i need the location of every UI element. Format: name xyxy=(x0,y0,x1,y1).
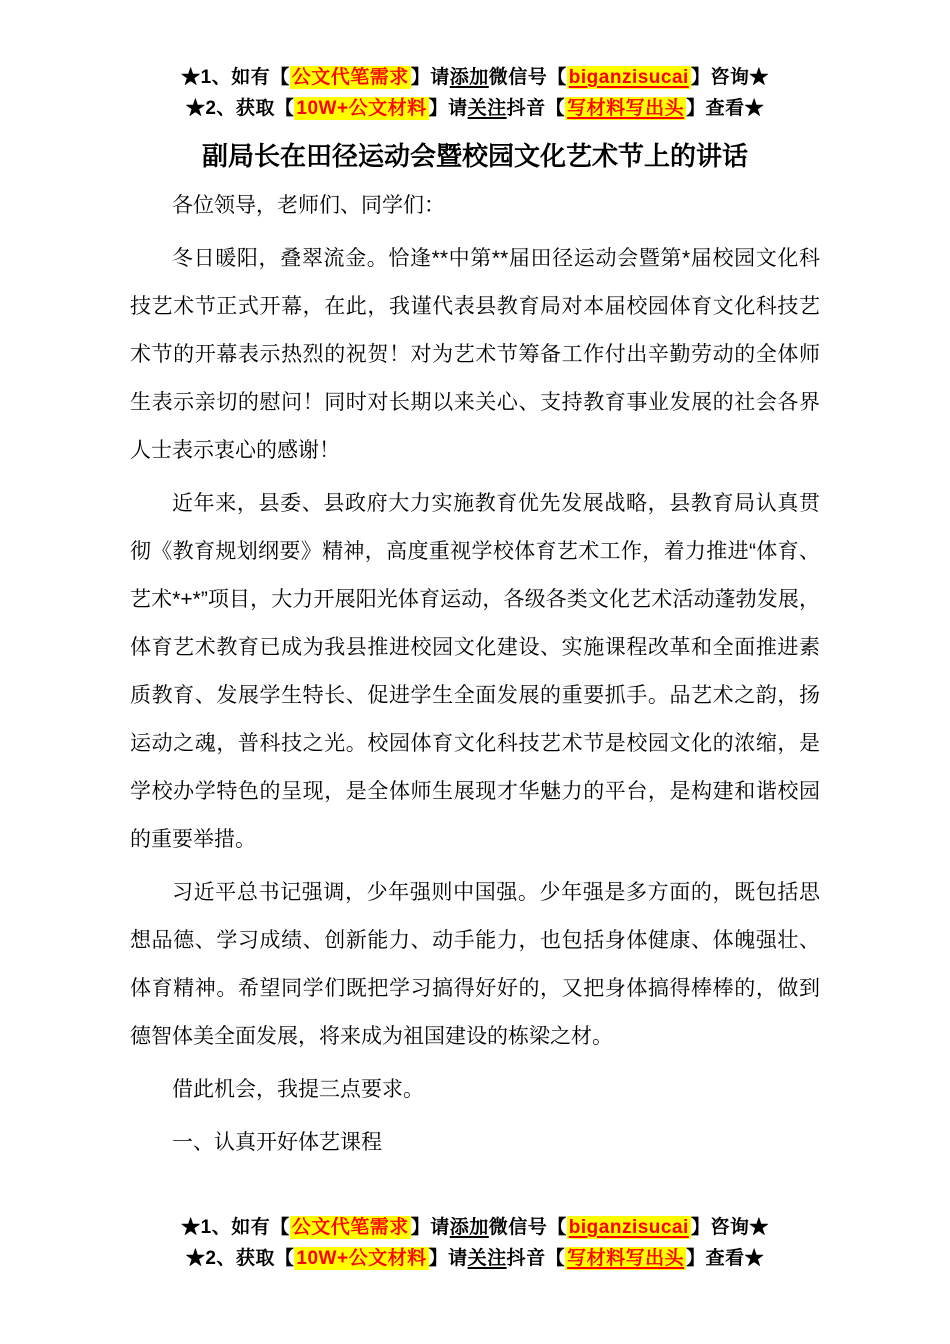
salutation: 各位领导，老师们、同学们： xyxy=(172,194,445,217)
promo-text: 】查看★ xyxy=(686,98,765,119)
promo-text: 】请 xyxy=(410,1217,450,1238)
promo-highlight-text: 10W+公文材料 xyxy=(296,98,427,119)
promo-header xyxy=(130,62,820,124)
promo-text: 微信号【 xyxy=(488,1217,567,1238)
paragraph: 借此机会，我提三点要求。 xyxy=(172,1078,424,1101)
promo-text: 抖音【 xyxy=(506,1248,566,1269)
promo-text: 】请 xyxy=(428,98,468,119)
document-title: 副局长在田径运动会暨校园文化艺术节上的讲话 xyxy=(201,141,748,171)
promo-underline-text: 关注 xyxy=(467,98,507,119)
promo-line xyxy=(130,62,820,93)
promo-line xyxy=(130,93,820,124)
promo-underline-text: 关注 xyxy=(467,1248,507,1269)
promo-text: ★2、获取【 xyxy=(185,1248,295,1269)
promo-text: ★1、如有【 xyxy=(181,67,290,88)
promo-highlight-text: 10W+公文材料 xyxy=(296,1248,427,1269)
promo-line xyxy=(0,1243,950,1274)
promo-text: 抖音【 xyxy=(506,98,566,119)
promo-underline-text: 添加 xyxy=(449,1217,489,1238)
promo-line xyxy=(0,1212,950,1243)
paragraph: 习近平总书记强调，少年强则中国强。少年强是多方面的，既包括思想品德、学习成绩、创新能力、动手能力，也包括身体健康、体魄强壮、体育精神。希望同学们既把学习搞得好好的，又把身体搞得棒棒的，做到德智体美全面发展，将来成为祖国建设的栋梁之材。 xyxy=(130,881,820,1048)
promo-text: 】请 xyxy=(428,1248,468,1269)
promo-text: 】咨询★ xyxy=(690,1217,769,1238)
promo-highlight-text: biganzisucai xyxy=(568,67,689,88)
paragraph: 近年来，县委、县政府大力实施教育优先发展战略，县教育局认真贯彻《教育规划纲要》精神，高度重视学校体育艺术工作，着力推进“体育、艺术*+*”项目，大力开展阳光体育运动，各级各类文化艺术活动蓬勃发展，体育艺术教育已成为我县推进校园文化建设、实施课程改革和全面推进素质教育、发展学生特长、促进学生全面发展的重要抓手。品艺术之韵，扬运动之魂，普科技之光。校园体育文化科技艺术节是校园文化的浓缩，是学校办学特色的呈现，是全体师生展现才华魅力的平台，是构建和谐校园的重要举措。 xyxy=(130,492,820,851)
document-body xyxy=(130,182,820,1167)
section-heading: 一、认真开好体艺课程 xyxy=(172,1131,382,1154)
paragraph: 冬日暖阳，叠翠流金。恰逢**中第**届田径运动会暨第*届校园文化科技艺术节正式开幕，在此，我谨代表县教育局对本届校园体育文化科技艺术节的开幕表示热烈的祝贺！对为艺术节筹备工作付出辛勤劳动的全体师生表示亲切的慰问！同时对长期以来关心、支持教育事业发展的社会各界人士表示衷心的感谢！ xyxy=(130,247,820,462)
promo-underline-text: 添加 xyxy=(449,67,489,88)
promo-text: 】咨询★ xyxy=(690,67,769,88)
promo-highlight-text: 写材料写出头 xyxy=(567,98,685,119)
promo-highlight-text: 公文代笔需求 xyxy=(291,67,409,88)
promo-text: ★2、获取【 xyxy=(185,98,295,119)
promo-text: 微信号【 xyxy=(488,67,567,88)
promo-footer xyxy=(0,1212,950,1274)
promo-text: 】请 xyxy=(410,67,450,88)
promo-highlight-text: biganzisucai xyxy=(568,1217,689,1238)
promo-text: ★1、如有【 xyxy=(181,1217,290,1238)
promo-highlight-text: 公文代笔需求 xyxy=(291,1217,409,1238)
promo-text: 】查看★ xyxy=(686,1248,765,1269)
promo-highlight-text: 写材料写出头 xyxy=(567,1248,685,1269)
